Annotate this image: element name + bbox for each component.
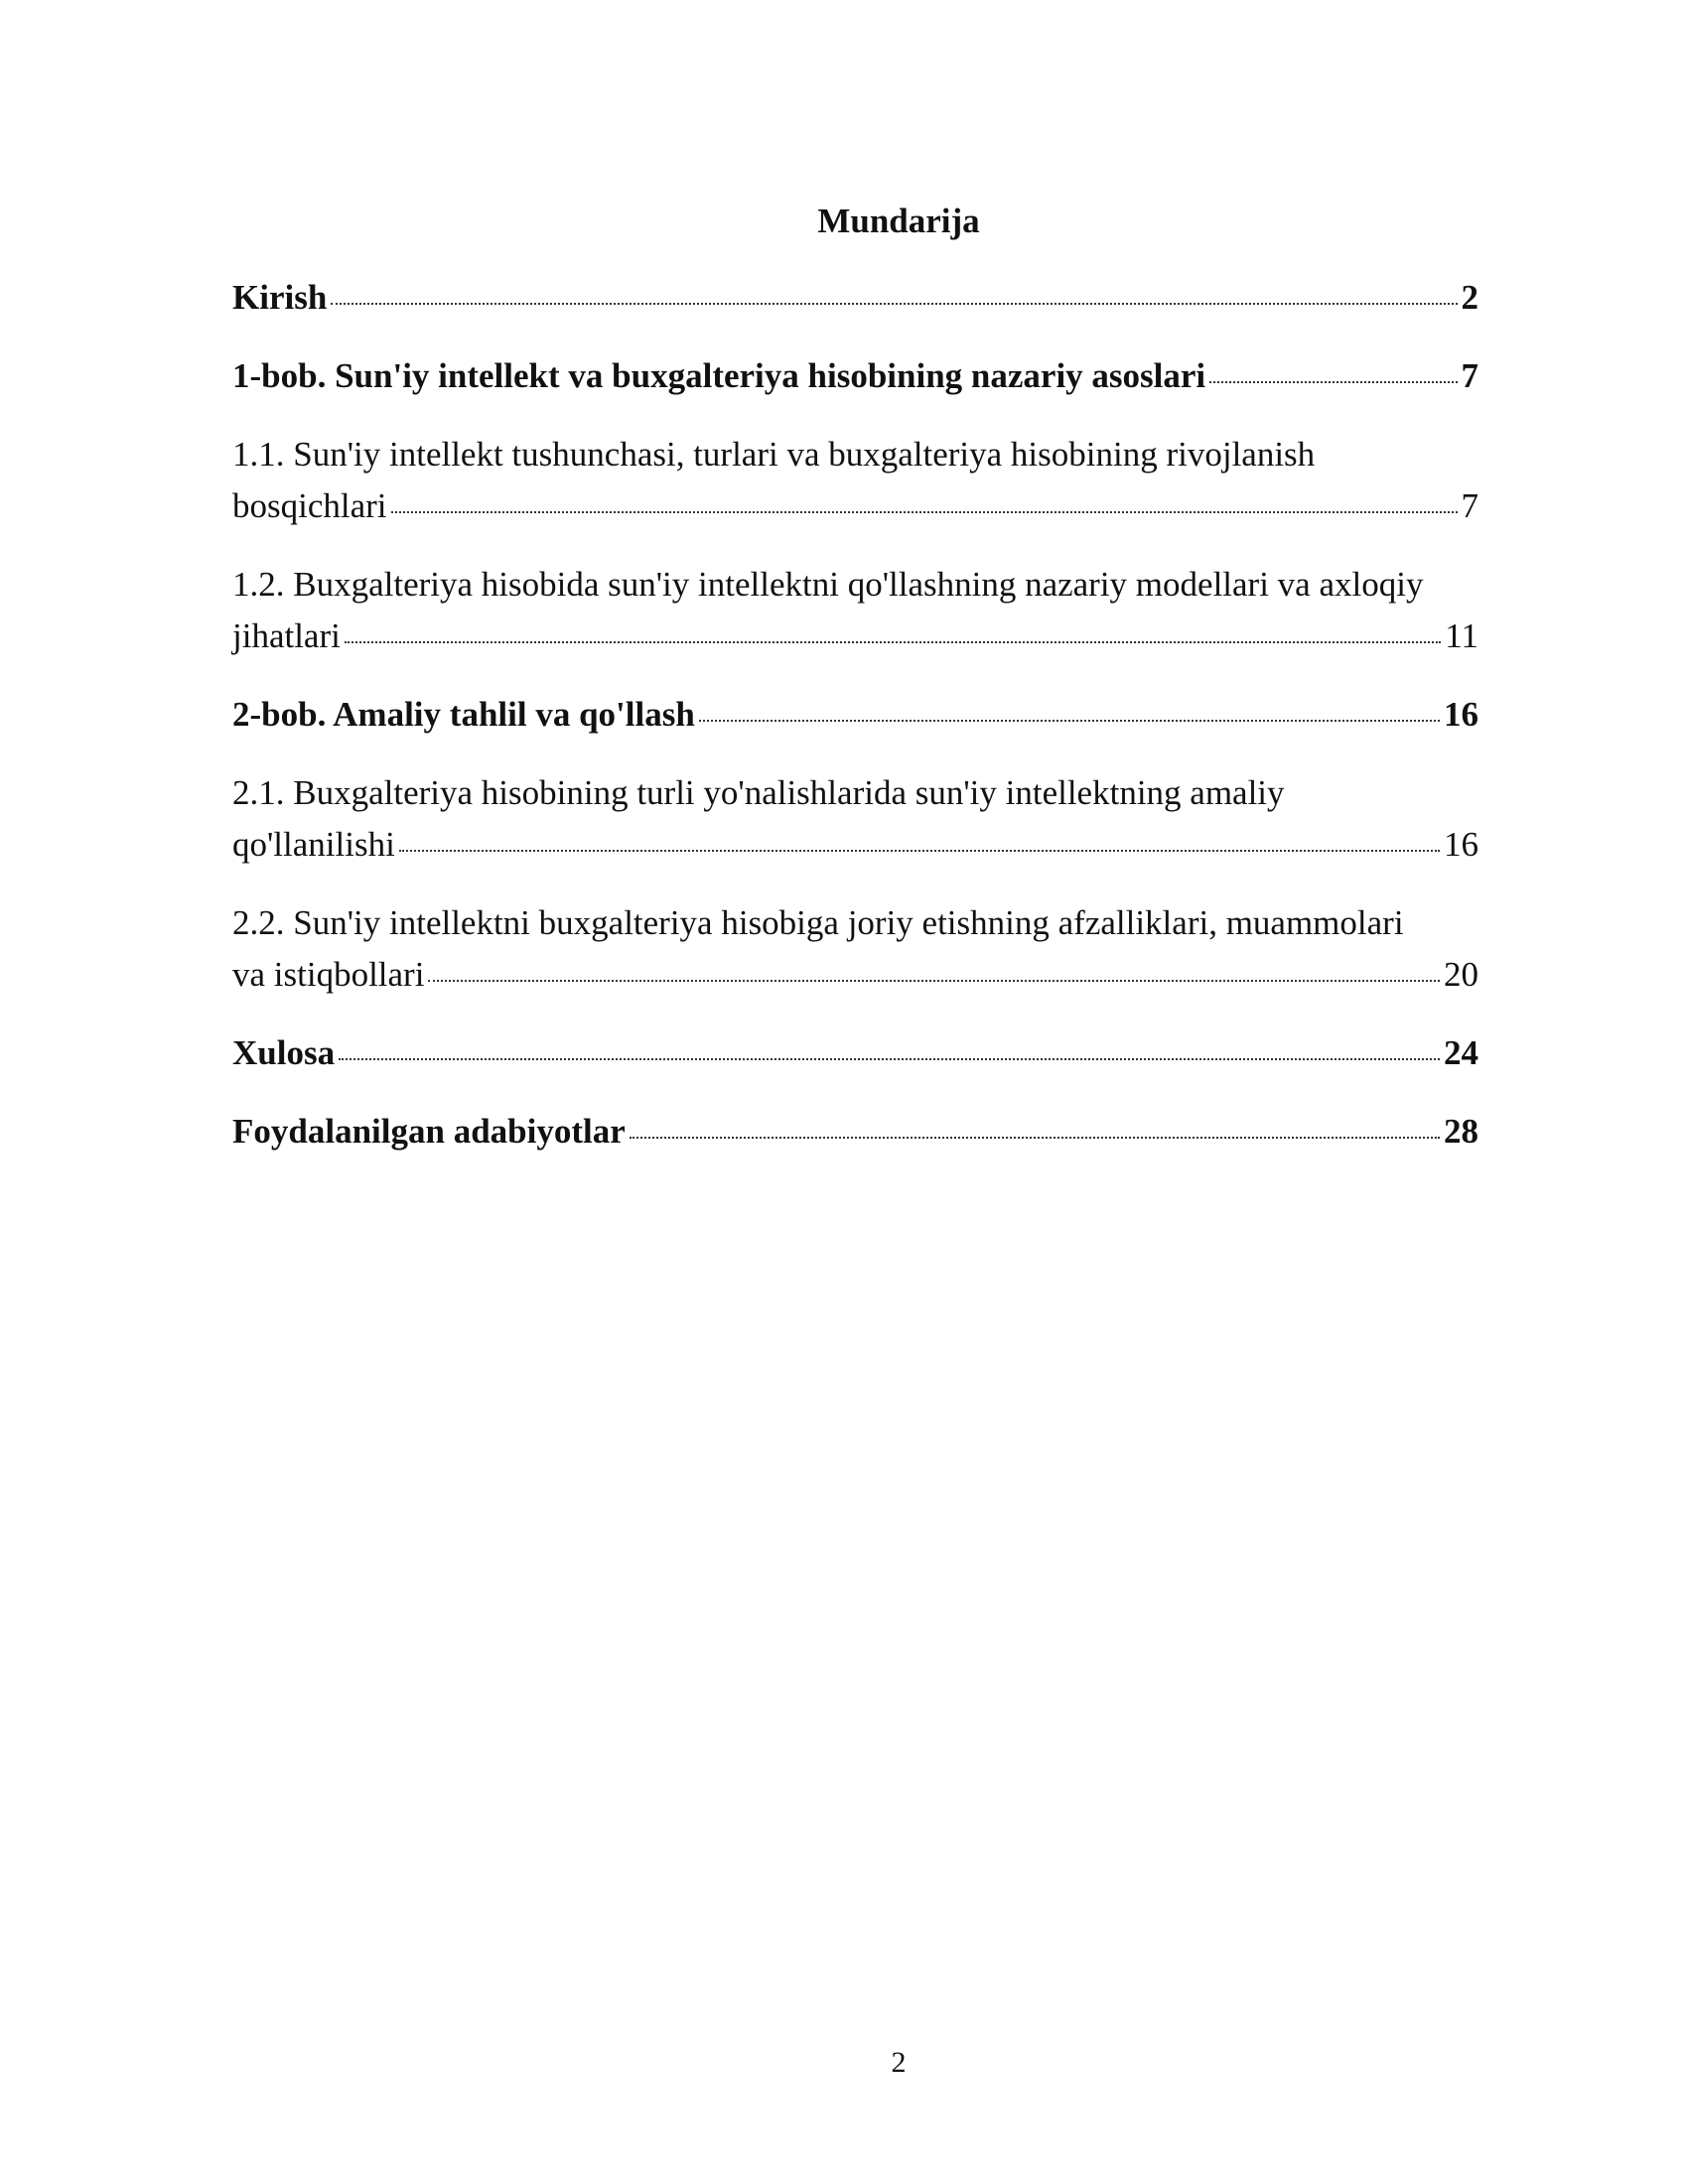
- table-of-contents: [232, 272, 1478, 1184]
- toc-entry-label: qo'llanilishi: [232, 825, 395, 864]
- toc-entry-chapter-1[interactable]: [232, 350, 1478, 402]
- toc-page-number: 7: [1461, 486, 1478, 525]
- page-title: Mundarija: [817, 202, 980, 240]
- toc-entry-label: va istiqbollari: [232, 955, 425, 994]
- toc-entry-label: 2-bob. Amaliy tahlil va qo'llash: [232, 695, 695, 734]
- toc-entry-label: bosqichlari: [232, 486, 387, 525]
- toc-entry-section-2-1[interactable]: [232, 767, 1478, 871]
- dot-leader: [345, 641, 1441, 643]
- toc-entry-kirish[interactable]: [232, 272, 1478, 324]
- dot-leader: [699, 720, 1440, 722]
- toc-entry-label-line: 2.2. Sun'iy intellektni buxgalteriya hisobiga joriy etishning afzalliklari, muammolari: [232, 903, 1404, 942]
- toc-page-number: 16: [1444, 825, 1478, 864]
- toc-entry-section-1-2[interactable]: [232, 559, 1478, 662]
- toc-entry-label: Foydalanilgan adabiyotlar: [232, 1112, 626, 1151]
- toc-entry-label: jihatlari: [232, 616, 341, 655]
- toc-page-number: 16: [1444, 695, 1478, 734]
- toc-page-number: 28: [1444, 1112, 1478, 1151]
- page-number: 2: [891, 2046, 907, 2079]
- dot-leader: [399, 850, 1440, 852]
- toc-page-number: 2: [1461, 278, 1478, 317]
- toc-entry-chapter-2[interactable]: [232, 689, 1478, 741]
- toc-entry-section-1-1[interactable]: [232, 429, 1478, 532]
- toc-page-number: 11: [1445, 616, 1478, 655]
- toc-entry-label: Kirish: [232, 278, 328, 317]
- toc-page-number: 24: [1444, 1033, 1478, 1072]
- toc-entry-label-line: 2.1. Buxgalteriya hisobining turli yo'nalishlarida sun'iy intellektning amaliy: [232, 773, 1285, 812]
- dot-leader: [428, 980, 1440, 982]
- toc-entry-label: Xulosa: [232, 1033, 336, 1072]
- toc-entry-label-line: 1.1. Sun'iy intellekt tushunchasi, turlari va buxgalteriya hisobining rivojlanish: [232, 435, 1316, 474]
- dot-leader: [1209, 381, 1457, 383]
- toc-entry-section-2-2[interactable]: [232, 897, 1478, 1001]
- toc-entry-label-line: 1.2. Buxgalteriya hisobida sun'iy intellektni qo'llashning nazariy modellari va axloqiy: [232, 565, 1424, 604]
- toc-page-number: 20: [1444, 955, 1478, 994]
- dot-leader: [630, 1137, 1440, 1139]
- toc-page-number: 7: [1461, 356, 1478, 395]
- toc-entry-xulosa[interactable]: [232, 1027, 1478, 1079]
- dot-leader: [331, 303, 1457, 305]
- toc-entry-references[interactable]: [232, 1106, 1478, 1158]
- dot-leader: [391, 511, 1458, 513]
- toc-entry-label: 1-bob. Sun'iy intellekt va buxgalteriya hisobining nazariy asoslari: [232, 356, 1206, 395]
- dot-leader: [339, 1058, 1440, 1060]
